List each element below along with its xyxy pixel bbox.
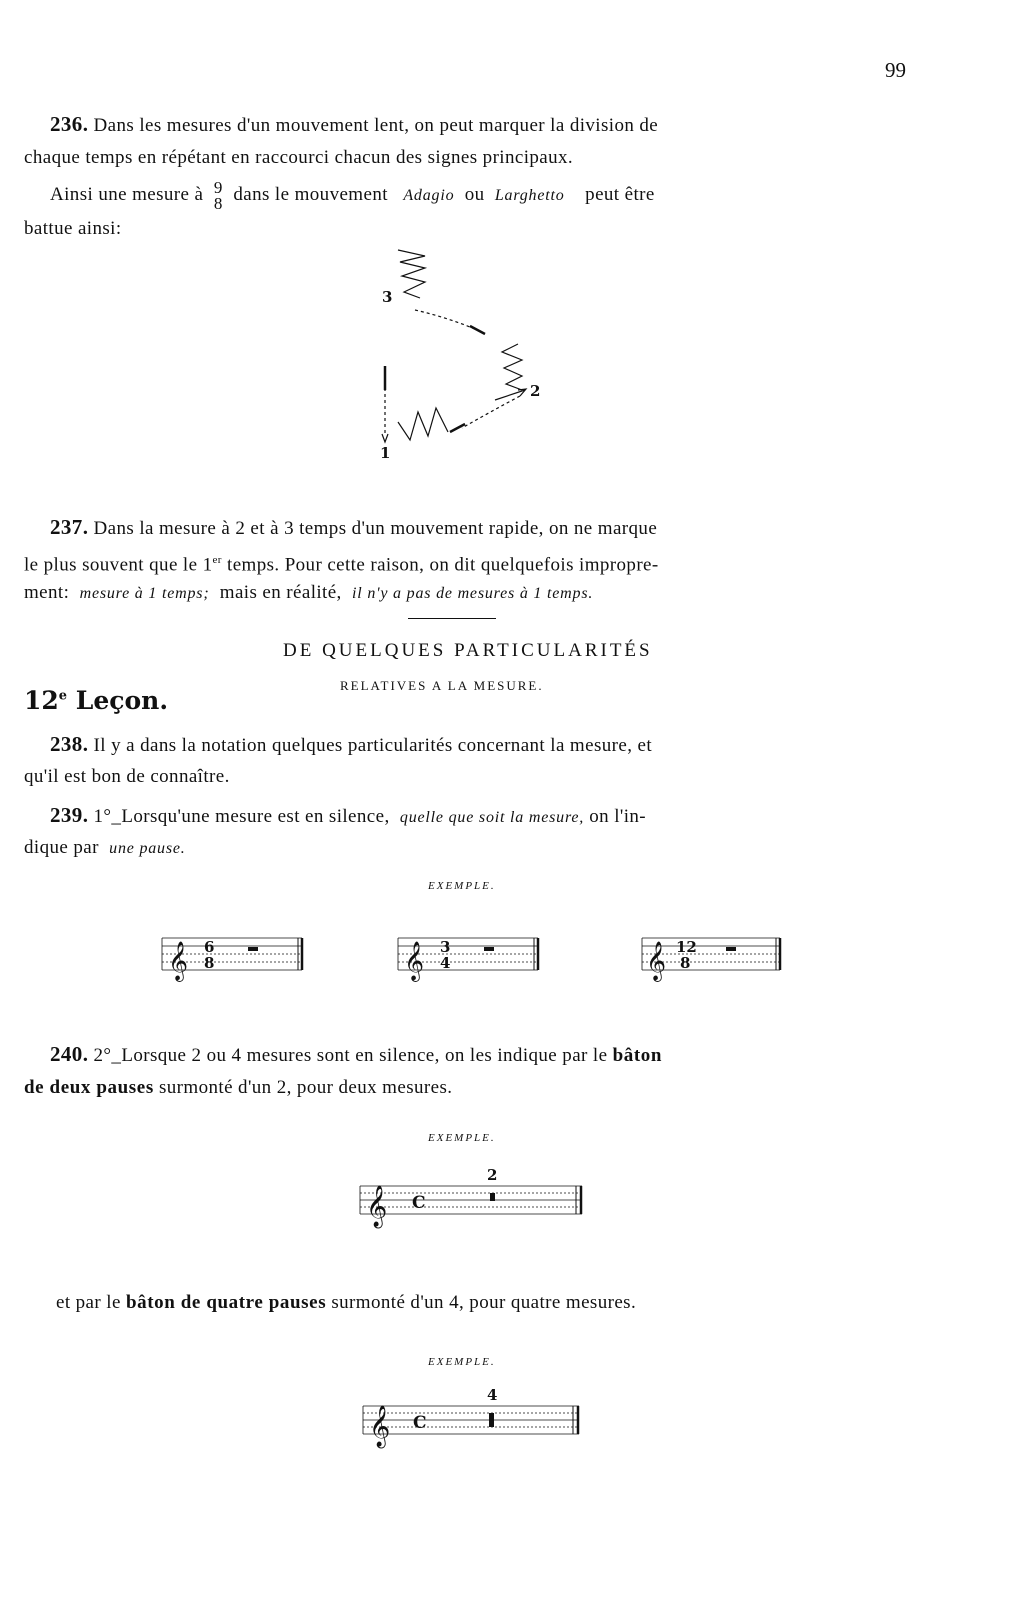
fraction-top: 9 — [213, 177, 223, 197]
p238-number: 238. — [50, 732, 89, 756]
p239-line2-a: dique par — [24, 837, 99, 858]
p-quatre-a: et par le — [56, 1292, 121, 1313]
fraction-bottom: 8 — [213, 193, 223, 213]
p236-line1 — [50, 108, 910, 142]
treble-clef: 𝄞 — [369, 1406, 391, 1447]
p238-line1-text: Il y a dans la notation quelques particularités concernant la mesure, et — [93, 735, 653, 756]
p240-line2 — [24, 1071, 452, 1104]
treble-clef: 𝄞 — [646, 941, 667, 981]
time-bottom: 4 — [440, 954, 451, 972]
p237-line3-a: ment: — [24, 582, 70, 603]
example-label-2: EXEMPLE. — [428, 1132, 496, 1144]
p237-mesure-term: mesure à 1 temps; — [79, 585, 210, 602]
staff-12-8 — [642, 932, 787, 984]
p239-number: 239. — [50, 803, 89, 827]
time-bottom: 8 — [680, 954, 691, 972]
p236-line3 — [50, 178, 655, 212]
two-measure-rest — [490, 1193, 495, 1201]
p239-quelle: quelle que soit la mesure, — [399, 809, 585, 826]
p236-ou: ou — [464, 184, 485, 205]
p237-line2-a: le plus souvent que le 1 — [24, 554, 213, 576]
adagio-term: Adagio — [403, 187, 455, 204]
p-quatre-baton: bâton de quatre pauses — [125, 1292, 327, 1313]
p240-baton-a: bâton — [612, 1045, 663, 1066]
whole-rest — [726, 947, 736, 951]
whole-rest — [248, 947, 258, 951]
p237-line3-b: mais en réalité, — [219, 582, 342, 603]
p237-conclusion: il n'y a pas de mesures à 1 temps. — [352, 585, 594, 602]
example-label-3: EXEMPLE. — [428, 1356, 496, 1368]
lesson-number: 12 — [24, 686, 59, 715]
treble-clef: 𝄞 — [366, 1186, 388, 1227]
staff-3-4 — [398, 932, 543, 984]
p239-line1 — [50, 799, 646, 834]
fraction-9-8 — [209, 177, 227, 213]
paragraph-236 — [50, 108, 910, 142]
p236-line1-text: Dans les mesures d'un mouvement lent, on peut marquer la division de — [93, 115, 659, 136]
p240-line2-b: surmonté d'un 2, pour deux mesures. — [158, 1077, 453, 1098]
time-bottom: 8 — [204, 954, 215, 972]
beat-label-1: 1 — [380, 444, 391, 462]
p237-line1-text: Dans la mesure à 2 et à 3 temps d'un mouvement rapide, on ne marque — [93, 518, 658, 539]
p239-line2 — [24, 831, 186, 865]
p240-baton-b: de deux pauses — [24, 1077, 154, 1098]
larghetto-term: Larghetto — [494, 187, 565, 204]
treble-clef: 𝄞 — [404, 941, 425, 981]
section-subtitle: RELATIVES A LA MESURE. — [340, 678, 544, 693]
staff-four-measure-rest — [363, 1384, 588, 1447]
p239-line1-a: 1°_Lorsqu'une mesure est en silence, — [93, 806, 390, 827]
p236-line3-a: Ainsi une mesure à — [50, 184, 204, 205]
time-top: 3 — [440, 938, 451, 956]
beat-label-2: 2 — [530, 382, 541, 400]
p240-line1 — [50, 1038, 662, 1072]
p237-line2-b: temps. Pour cette raison, on dit quelquefois impropre- — [221, 554, 659, 576]
p237-number: 237. — [50, 515, 89, 539]
four-measure-rest — [489, 1413, 494, 1427]
staff-6-8 — [162, 932, 307, 984]
lesson-heading — [24, 686, 168, 715]
example-label-1: EXEMPLE. — [428, 880, 496, 892]
p239-line1-b: on l'in- — [589, 806, 647, 827]
page-number: 99 — [885, 58, 906, 82]
whole-rest — [484, 947, 494, 951]
common-time: C — [412, 1193, 426, 1213]
p236-number: 236. — [50, 112, 89, 136]
measure-count: 2 — [487, 1166, 498, 1184]
measure-count: 4 — [487, 1386, 498, 1404]
beat-pattern-diagram — [370, 240, 560, 470]
p239-une-pause: une pause. — [109, 840, 186, 857]
p236-line2: chaque temps en répétant en raccourci chacun des signes principaux. — [24, 147, 574, 168]
p-quatre-line — [56, 1286, 636, 1319]
common-time: C — [413, 1413, 427, 1433]
p237-line1 — [50, 511, 657, 545]
treble-clef: 𝄞 — [168, 941, 189, 981]
p238-line2: qu'il est bon de connaître. — [24, 766, 230, 787]
p237-line3 — [24, 576, 593, 610]
section-title: DE QUELQUES PARTICULARITÉS — [283, 640, 653, 661]
p238-line1 — [50, 728, 652, 762]
lesson-sup: e — [58, 688, 68, 704]
beat-label-3: 3 — [382, 288, 393, 306]
section-divider — [408, 618, 496, 619]
lesson-label: Leçon. — [75, 686, 169, 715]
p-quatre-b: surmonté d'un 4, pour quatre mesures. — [331, 1292, 637, 1313]
p236-line4: battue ainsi: — [24, 218, 122, 239]
p236-line3-c: peut être — [585, 184, 655, 205]
time-top: 12 — [676, 938, 697, 956]
staff-two-measure-rest — [360, 1162, 585, 1227]
time-top: 6 — [204, 938, 215, 956]
p236-line3-b: dans le mouvement — [233, 184, 388, 205]
p237-sup: er — [212, 554, 222, 566]
p240-number: 240. — [50, 1042, 89, 1066]
p240-line1-a: 2°_Lorsque 2 ou 4 mesures sont en silence, on les indique par le — [93, 1045, 608, 1066]
